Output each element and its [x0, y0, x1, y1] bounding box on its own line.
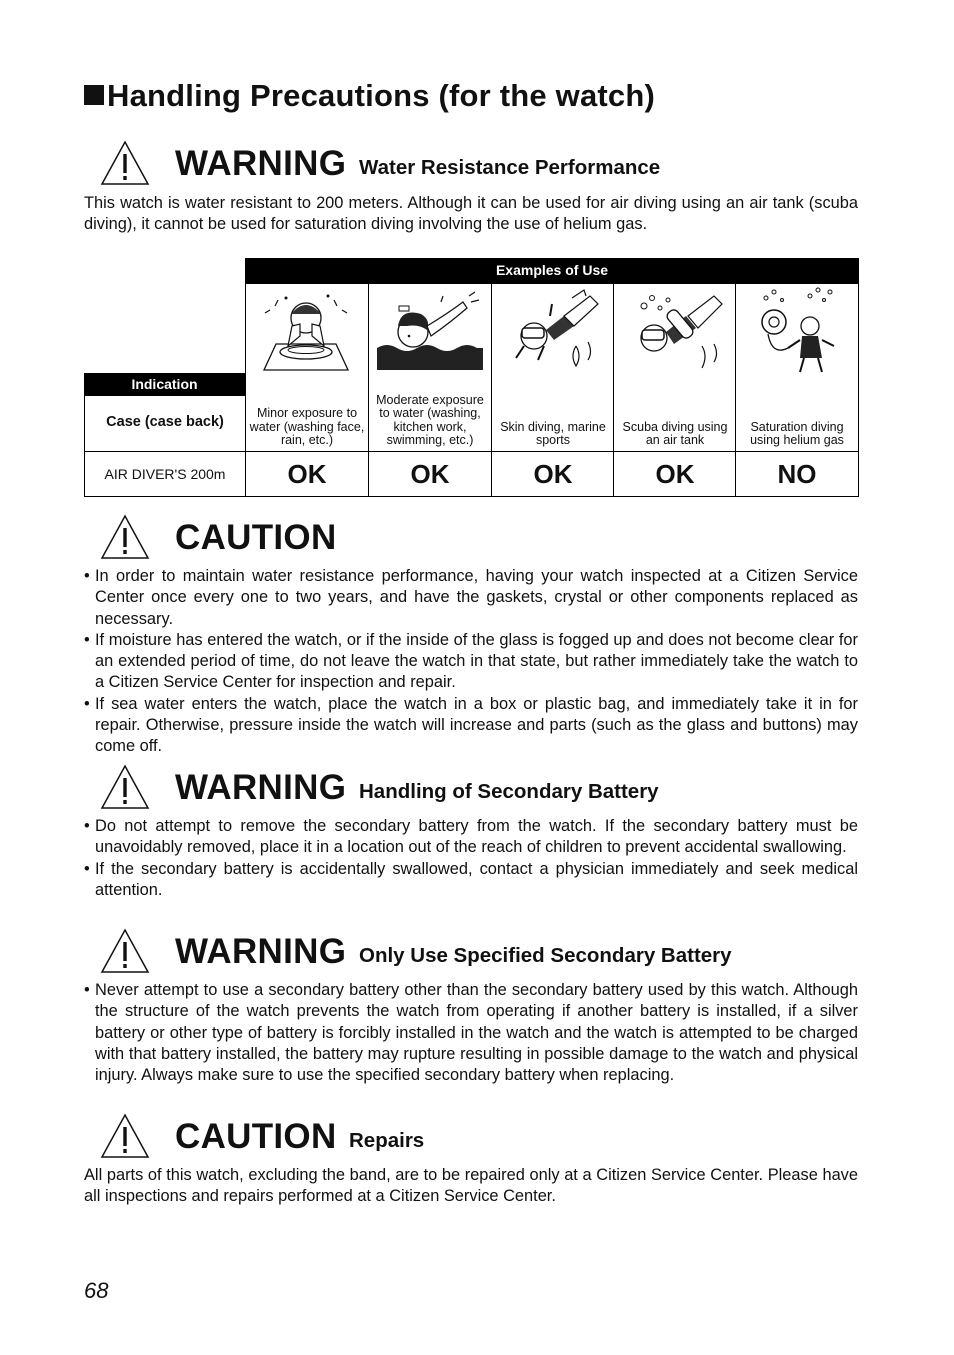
warning-battery-heading: [100, 764, 900, 814]
result-cell: OK: [245, 452, 368, 497]
warning-subtitle: Water Resistance Performance: [359, 156, 661, 179]
result-cell: NO: [735, 452, 859, 497]
examples-header: Examples of Use: [245, 258, 859, 284]
list-item: • If moisture has entered the watch, or if the inside of the glass is fogged up and does not become clear for an extended period of time, do not leave the watch in that state, but rather immediately take the watch to a Citizen Service Center for inspection and repair.: [84, 630, 858, 692]
page-title: [84, 78, 655, 114]
list-item: • In order to maintain water resistance performance, having your watch inspected at a Citizen Service Center once every one to two years, and have the gaskets, crystal or other components replaced as necessary.: [84, 567, 858, 628]
warning-subtitle: Only Use Specified Secondary Battery: [359, 944, 732, 967]
warning-specified-battery-heading: [100, 928, 900, 978]
helmet-diver-icon: [738, 286, 856, 378]
caution-label: CAUTION: [175, 518, 337, 557]
repairs-text: All parts of this watch, excluding the band, are to be repaired only at a Citizen Service Center. Please have all inspections and repairs performed at a Citizen Service Center.: [84, 1166, 858, 1206]
example-caption: Saturation diving using helium gas: [750, 419, 844, 448]
battery-handling-list: [84, 816, 858, 901]
example-column: [735, 284, 859, 452]
example-column: [613, 284, 736, 452]
example-column: [245, 284, 368, 452]
list-item: • Do not attempt to remove the secondary battery from the watch. If the secondary battery must be unavoidably removed, place it in a location out of the reach of children to prevent accidental swallowing.: [84, 817, 858, 857]
warning-triangle-icon: [100, 764, 150, 810]
result-cell: OK: [491, 452, 614, 497]
example-column: [491, 284, 614, 452]
warning-water-heading: [100, 140, 900, 190]
warning-label: WARNING: [175, 768, 347, 807]
list-item: • If the secondary battery is accidentally swallowed, contact a physician immediately and seek medical attention.: [84, 859, 858, 899]
water-resistance-text: This watch is water resistant to 200 meters. Although it can be used for air diving using an air tank (scuba diving), it cannot be used for saturation diving involving the use of helium gas.: [84, 194, 858, 234]
caution-subtitle: Repairs: [349, 1129, 425, 1152]
example-caption: Scuba diving using an air tank: [622, 419, 728, 448]
caution-water-heading: [100, 514, 900, 564]
result-cell: OK: [613, 452, 736, 497]
page-title-text: Handling Precautions (for the watch): [107, 78, 656, 113]
example-caption: Minor exposure to water (washing face, rain, etc.): [249, 406, 365, 448]
caution-label: CAUTION: [175, 1117, 337, 1156]
examples-of-use-table: [84, 258, 859, 498]
warning-triangle-icon: [100, 928, 150, 974]
result-cell: OK: [368, 452, 491, 497]
warning-label: WARNING: [175, 144, 347, 183]
scuba-diver-icon: [616, 286, 734, 378]
caution-water-list: [84, 566, 858, 758]
skin-diver-icon: [494, 286, 612, 378]
swimmer-icon: [371, 286, 489, 378]
warning-label: WARNING: [175, 932, 347, 971]
example-caption: Moderate exposure to water (washing, kitchen work, swimming, etc.): [376, 392, 484, 448]
warning-triangle-icon: [100, 514, 150, 560]
warning-triangle-icon: [100, 1113, 150, 1159]
case-label: Case (case back): [84, 396, 245, 452]
caution-repairs-heading: [100, 1113, 900, 1163]
warning-subtitle: Handling of Secondary Battery: [359, 780, 659, 803]
example-caption: Skin diving, marine sports: [500, 419, 606, 448]
list-item: • If sea water enters the watch, place the watch in a box or plastic bag, and immediately take it in for repair. Otherwise, pressure inside the watch will increase and parts (such as the glass and buttons) may come off.: [84, 694, 858, 756]
specified-battery-list: [84, 980, 858, 1086]
warning-triangle-icon: [100, 140, 150, 186]
face-washing-icon: [248, 286, 366, 378]
square-bullet-icon: [84, 85, 104, 105]
page-number: 68: [84, 1278, 109, 1303]
model-label: AIR DIVER'S 200m: [84, 452, 245, 497]
list-item: • Never attempt to use a secondary battery other than the secondary battery used by this watch. Although the structure of the watch prevents the watch from operating if another battery is installed, if a silver battery or other type of battery is forcibly installed in the watch and the watch is attempted to be charged with that battery installed, the battery may rupture resulting in possible damage to the watch and physical injury. Always make sure to use the specified secondary battery when replacing.: [84, 981, 858, 1085]
indication-header: Indication: [84, 373, 245, 396]
example-column: [368, 284, 491, 452]
